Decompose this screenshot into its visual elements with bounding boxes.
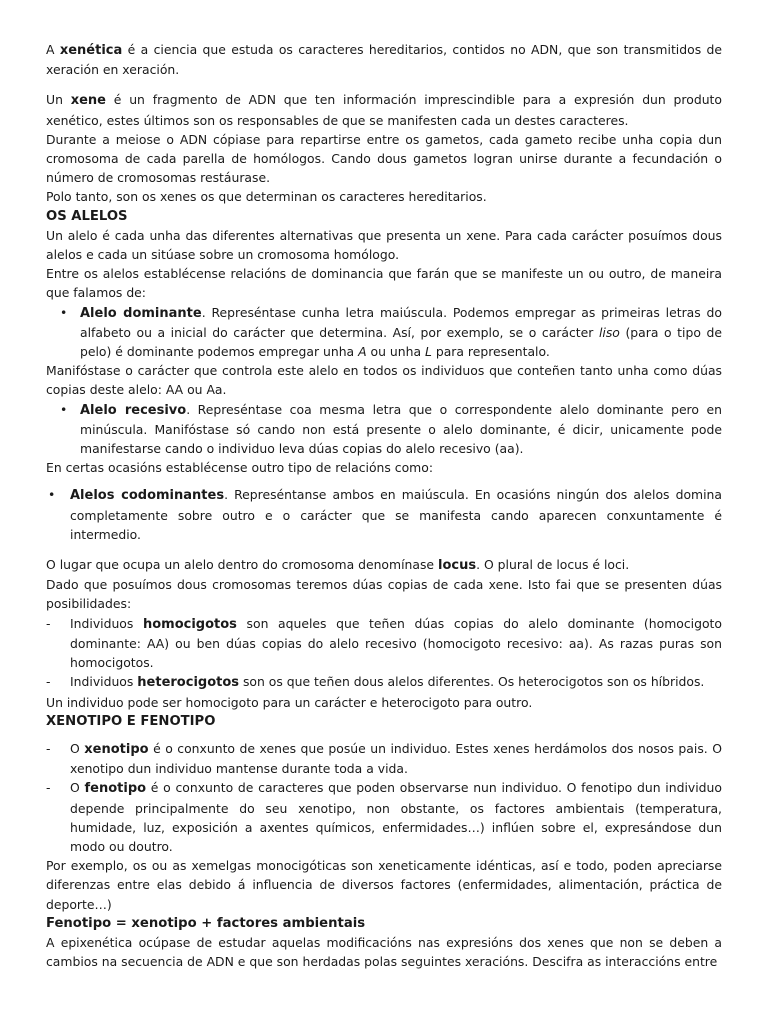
dash-marker: - — [46, 740, 51, 756]
heading-xenotipo-fenotipo: XENOTIPO E FENOTIPO — [46, 713, 216, 729]
list-item-alelo-recesivo: • Alelo recesivo. Represéntase coa mesma letra que o correspondente alelo dominante pero en minúscula. Manifóstase só cando non está presente o alelo dominante, é dicir, unicamente pode manifestarse cando o individuo leva dúas copias do alelo recesivo (aa). — [60, 401, 722, 457]
list-dominante — [46, 303, 722, 362]
term-locus: locus — [438, 558, 477, 574]
term-homocigotos: homocigotos — [142, 616, 237, 632]
list-homo-hetero — [46, 614, 722, 693]
paragraph-outras-relacions: En certas ocasións establécense outro tipo de relacións como: — [46, 460, 434, 476]
term-alelo-dominante: Alelo dominante — [80, 305, 202, 321]
bullet-marker: • — [48, 487, 56, 503]
paragraph-conclusion: Polo tanto, son os xenes os que determinan os caracteres hereditarios. — [46, 189, 487, 205]
paragraph-dominancia: Entre os alelos establécense relacións de dominancia que farán que se manifeste un ou outro, de maneira que falamos de: — [46, 266, 722, 301]
paragraph-homo-hetero-note: Un individuo pode ser homocigoto para un carácter e heterocigoto para outro. — [46, 694, 533, 710]
list-item-fenotipo: - O fenotipo é o conxunto de caracteres que poden observarse nun individuo. O fenotipo dun individuo depende principalmente do seu xenotipo, non obstante, os factores ambientais (temperatura, humidade, luz, exposición a axentes químicos, enfermidades…) inflúen sobre el, expresándose dun modo ou doutro. — [46, 780, 722, 854]
term-xene: xene — [70, 93, 106, 109]
paragraph-meiose: Durante a meiose o ADN cópiase para repartirse entre os gametos, cada gameto recibe unha copia dun cromosoma de cada parella de homólogos. Cando dous gametos logran unirse durante a fecundación o número de cromosomas restáurase. — [46, 131, 722, 186]
term-xenetica: xenética — [59, 43, 123, 58]
list-item-heterocigotos: - Individuos heterocigotos son os que teñen dous alelos diferentes. Os heterocigotos son os híbridos. — [46, 674, 705, 691]
paragraph-alelo-definition: Un alelo é cada unha das diferentes alternativas que presenta un xene. Para cada carácter posuímos dous alelos e cada un sitúase sobre un cromosoma homólogo. — [46, 227, 722, 263]
list-item-homocigotos: - Individuos homocigotos son aqueles que teñen dúas copias do alelo dominante (homocigoto dominante: AA) ou ben dúas copias do alelo recesivo (homocigoto recesivo: aa). As razas puras son homocigotos. — [46, 615, 722, 671]
heading-os-alelos: OS ALELOS — [46, 208, 128, 224]
paragraph-posibilidades: Dado que posuímos dous cromosomas teremos dúas copias de cada xene. Isto fai que se presenten dúas posibilidades: — [46, 577, 722, 612]
term-fenotipo: fenotipo — [84, 781, 147, 797]
dash-marker: - — [46, 674, 51, 690]
term-alelos-codominantes: Alelos codominantes — [70, 488, 225, 504]
list-item-alelos-codominantes: • Alelos codominantes. Represéntanse ambos en maiúscula. En ocasións ningún dos alelos domina completamente sobre outro e o carácter que se manifesta cando aparecen conxuntamente é intermedio. — [48, 487, 722, 542]
term-xenotipo: xenotipo — [84, 741, 149, 757]
dash-marker: - — [46, 615, 51, 631]
bullet-marker: • — [60, 401, 68, 417]
paragraph-xemelgas: Por exemplo, os ou as xemelgas monocigóticas son xeneticamente idénticas, así e todo, poden apreciarse diferenzas entre elas debido á influencia de diversos factores (enfermidades, alimentación, práctica de deporte…) — [46, 858, 722, 912]
term-alelo-recesivo: Alelo recesivo — [80, 402, 187, 418]
list-codominantes — [46, 485, 722, 544]
formula-fenotipo: Fenotipo = xenotipo + factores ambientais — [46, 915, 366, 931]
paragraph-manifestase-dominante: Manifóstase o carácter que controla este alelo en todos os individuos que conteñen tanto unha como dúas copias deste alelo: AA ou Aa. — [46, 363, 722, 398]
paragraph-xene-definition: Un xene é un fragmento de ADN que ten información imprescindible para a expresión dun produto xenético, estes últimos son os responsables de que se manifesten cada un destes caracteres. — [46, 92, 722, 128]
paragraph-epixenetica: A epixenética ocúpase de estudar aquelas modificacións nas expresións dos xenes que non se deben a cambios na secuencia de ADN e que son herdadas polas seguintes xeracións. Descifra as interaccións entre — [46, 934, 722, 970]
list-xenotipo-fenotipo — [46, 739, 722, 856]
bullet-marker: • — [60, 304, 68, 320]
dash-marker: - — [46, 780, 51, 796]
paragraph-xenetica-definition: A xenética é a ciencia que estuda os caracteres hereditarios, contidos no ADN, que son transmitidos de xeración en xeración. — [46, 42, 722, 78]
term-heterocigotos: heterocigotos — [137, 675, 240, 691]
list-recesivo — [46, 400, 722, 459]
list-item-alelo-dominante: • Alelo dominante. Represéntase cunha letra maiúscula. Podemos empregar as primeiras letras do alfabeto ou a inicial do carácter que determina. Así, por exemplo, se o carácter liso (para o tipo de pelo) é dominante podemos empregar unha A ou unha L para representalo. — [60, 304, 722, 360]
list-item-xenotipo: - O xenotipo é o conxunto de xenes que posúe un individuo. Estes xenes herdámolos dos nosos pais. O xenotipo dun individuo mantense durante toda a vida. — [46, 740, 722, 777]
paragraph-locus: O lugar que ocupa un alelo dentro do cromosoma denomínase locus. O plural de locus é loci. — [46, 557, 630, 574]
